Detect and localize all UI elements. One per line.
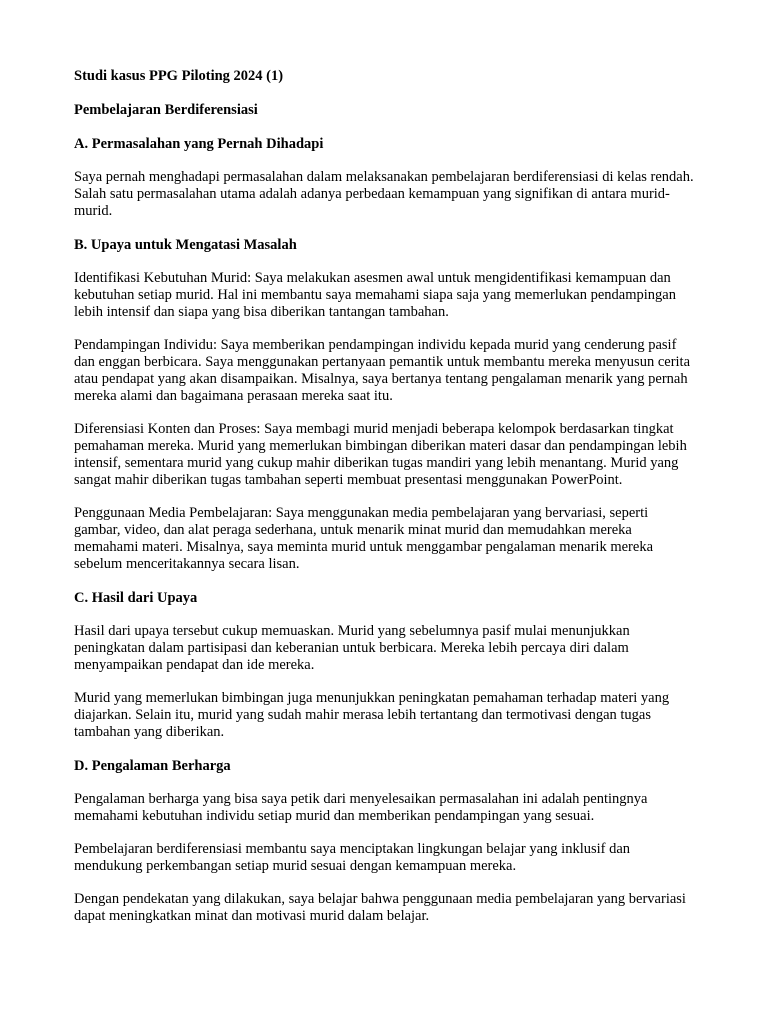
paragraph: Pembelajaran berdiferensiasi membantu saya menciptakan lingkungan belajar yang inklusif dan mendukung perkembangan setiap murid sesuai dengan kemampuan mereka.	[74, 841, 631, 874]
section-heading-a: A. Permasalahan yang Pernah Dihadapi	[74, 136, 324, 152]
paragraph: Pengalaman berharga yang bisa saya petik dari menyelesaikan permasalahan ini adalah pentingnya memahami kebutuhan individu setiap murid dan memberikan pendampingan yang sesuai.	[74, 791, 648, 824]
paragraph: Penggunaan Media Pembelajaran: Saya menggunakan media pembelajaran yang bervariasi, seperti gambar, video, dan alat peraga sederhana, untuk menarik minat murid dan memudahkan mereka memahami materi. Misalnya, saya meminta murid untuk menggambar pengalaman menarik mereka sebelum menceritakannya secara lisan.	[74, 505, 654, 572]
document-page	[74, 67, 696, 925]
document-title: Studi kasus PPG Piloting 2024 (1)	[74, 68, 284, 84]
paragraph: Saya pernah menghadapi permasalahan dalam melaksanakan pembelajaran berdiferensiasi di kelas rendah. Salah satu permasalahan utama adalah adanya perbedaan kemampuan yang signifikan di antara murid-murid.	[74, 169, 694, 219]
section-heading-c: C. Hasil dari Upaya	[74, 590, 198, 606]
paragraph: Pendampingan Individu: Saya memberikan pendampingan individu kepada murid yang cenderung pasif dan enggan berbicara. Saya menggunakan pertanyaan pemantik untuk membantu mereka menyusun cerita atau pendapat yang akan disampaikan. Misalnya, saya bertanya tentang pengalaman menarik yang pernah mereka alami dan bagaimana perasaan mereka saat itu.	[74, 337, 691, 404]
paragraph: Dengan pendekatan yang dilakukan, saya belajar bahwa penggunaan media pembelajaran yang bervariasi dapat meningkatkan minat dan motivasi murid dalam belajar.	[74, 891, 686, 924]
paragraph: Identifikasi Kebutuhan Murid: Saya melakukan asesmen awal untuk mengidentifikasi kemampuan dan kebutuhan setiap murid. Hal ini membantu saya memahami siapa saja yang memerlukan pendampingan lebih intensif dan siapa yang bisa diberikan tantangan tambahan.	[74, 270, 676, 320]
section-heading-b: B. Upaya untuk Mengatasi Masalah	[74, 237, 297, 253]
document-subtitle: Pembelajaran Berdiferensiasi	[74, 102, 258, 118]
section-heading-d: D. Pengalaman Berharga	[74, 758, 231, 774]
paragraph: Hasil dari upaya tersebut cukup memuaskan. Murid yang sebelumnya pasif mulai menunjukkan peningkatan dalam partisipasi dan keberanian untuk berbicara. Mereka lebih percaya diri dalam menyampaikan pendapat dan ide mereka.	[74, 623, 630, 673]
paragraph: Murid yang memerlukan bimbingan juga menunjukkan peningkatan pemahaman terhadap materi yang diajarkan. Selain itu, murid yang sudah mahir merasa lebih tertantang dan termotivasi dengan tugas tambahan yang diberikan.	[74, 690, 670, 740]
paragraph: Diferensiasi Konten dan Proses: Saya membagi murid menjadi beberapa kelompok berdasarkan tingkat pemahaman mereka. Murid yang memerlukan bimbingan diberikan materi dasar dan pendampingan lebih intensif, sementara murid yang cukup mahir diberikan tugas mandiri yang lebih menantang. Murid yang sangat mahir diberikan tugas tambahan seperti membuat presentasi menggunakan PowerPoint.	[74, 421, 687, 488]
